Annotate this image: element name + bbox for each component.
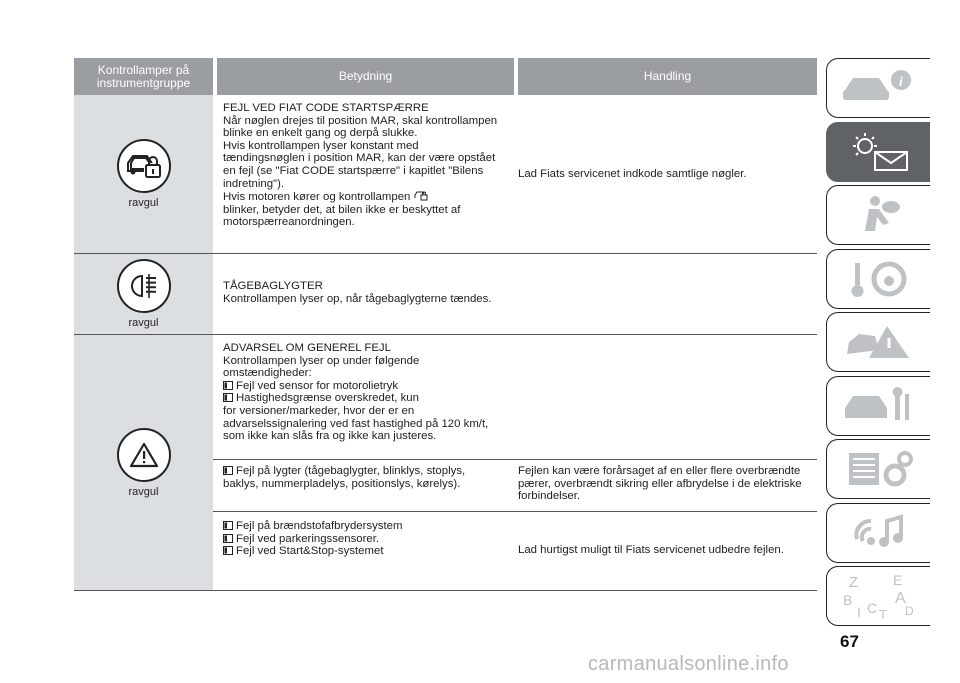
desc-line: motorspærreanordningen. xyxy=(223,216,355,229)
key-steering-wheel-icon[interactable] xyxy=(826,249,930,309)
warning-lights-table xyxy=(74,58,817,591)
desc-line: omstændigheder: xyxy=(223,367,312,380)
table-row xyxy=(74,335,817,591)
settings-list-icon[interactable] xyxy=(826,439,930,499)
bullet-icon xyxy=(223,521,233,530)
action-cell xyxy=(510,95,817,253)
multimedia-icon[interactable] xyxy=(826,503,930,563)
car-lock-icon xyxy=(117,139,171,193)
svg-text:I: I xyxy=(856,604,861,620)
desc-line: blinke en enkelt gang og derpå slukke. xyxy=(223,127,418,140)
table-row xyxy=(74,254,817,335)
desc-line: tændingsnøglen i position MAR, kan der være opstået xyxy=(223,152,496,165)
car-lock-small-icon xyxy=(414,191,428,203)
color-label: ravgul xyxy=(128,485,159,498)
action-line: Lad hurtigst muligt til Fiats servicenet udbedre fejlen. xyxy=(518,544,784,557)
desc-line: Fejl ved Start&Stop-systemet xyxy=(223,545,504,558)
warning-light-message-icon[interactable] xyxy=(826,122,930,182)
desc-title: ADVARSEL OM GENEREL FEJL xyxy=(223,342,391,354)
table-header xyxy=(74,58,817,95)
desc-line: Kontrollampen lyser op, når tågebaglygterne tændes. xyxy=(223,292,492,305)
description-cell xyxy=(213,254,510,334)
svg-text:i: i xyxy=(898,75,903,90)
desc-title: TÅGEBAGLYGTER xyxy=(223,280,323,292)
action-cell xyxy=(510,335,817,590)
desc-line: Fejl ved parkeringssensorer. xyxy=(223,533,504,546)
desc-general xyxy=(213,335,510,459)
action-cell xyxy=(510,254,817,334)
header-instrument-lamps: Kontrollamper på instrumentgruppe xyxy=(74,58,213,95)
car-info-icon[interactable] xyxy=(826,58,930,118)
svg-text:D: D xyxy=(904,604,914,618)
action-sub-systems xyxy=(510,511,817,589)
car-maintenance-icon[interactable] xyxy=(826,376,930,436)
bullet-icon xyxy=(223,381,233,390)
svg-text:E: E xyxy=(892,572,902,588)
page-number: 67 xyxy=(840,632,859,651)
desc-title: FEJL VED FIAT CODE STARTSPÆRRE xyxy=(223,102,429,114)
bullet-icon xyxy=(223,466,233,475)
airbag-seat-icon[interactable] xyxy=(826,185,930,245)
car-crash-warning-icon[interactable] xyxy=(826,312,930,372)
rear-fog-light-icon xyxy=(117,259,171,313)
action-line: pærer, overbrændt sikring eller afbrydelse i de elektriske xyxy=(518,477,802,490)
desc-line: blinker, betyder det, at bilen ikke er beskyttet af xyxy=(223,203,461,216)
desc-line: Hvis motoren kører og kontrollampen xyxy=(223,190,504,204)
desc-line: Kontrollampen lyser op under følgende xyxy=(223,354,420,367)
desc-line: indretning"). xyxy=(223,177,285,190)
desc-line: Fejl på brændstofafbrydersystem xyxy=(223,520,504,533)
chapter-tabs xyxy=(826,58,930,630)
icon-cell xyxy=(74,95,213,253)
desc-sub-systems xyxy=(213,511,510,589)
desc-line: advarselssignalering ved fast hastighed på 120 km/t, xyxy=(223,417,489,430)
svg-text:C: C xyxy=(866,600,877,616)
icon-cell xyxy=(74,335,213,590)
desc-line: Fejl ved sensor for motorolietryk xyxy=(223,380,504,393)
color-label: ravgul xyxy=(128,317,159,329)
desc-line: som ikke kan slås fra og ikke kan justeres. xyxy=(223,430,437,443)
action-sub-lights xyxy=(510,459,817,511)
desc-line: baklys, nummerpladelys, positionslys, kørelys). xyxy=(223,477,461,490)
desc-line: Hvis kontrollampen lyser konstant med xyxy=(223,139,419,152)
action-line: Fejlen kan være forårsaget af en eller flere overbrændte xyxy=(518,465,801,477)
table-row xyxy=(74,95,817,254)
icon-cell xyxy=(74,254,213,334)
header-action: Handling xyxy=(518,58,817,95)
action-line: forbindelser. xyxy=(518,490,581,503)
desc-line: for versioner/markeder, hvor der er en xyxy=(223,404,415,417)
watermark: carmanualsonline.info xyxy=(588,653,789,675)
bullet-icon xyxy=(223,393,233,402)
color-label: ravgul xyxy=(128,197,159,209)
svg-text:Z: Z xyxy=(848,574,858,591)
svg-text:T: T xyxy=(878,607,887,621)
index-letters-icon[interactable] xyxy=(826,566,930,626)
svg-text:B: B xyxy=(842,592,852,608)
desc-line: Når nøglen drejes til position MAR, skal kontrollampen xyxy=(223,114,498,127)
header-meaning: Betydning xyxy=(217,58,514,95)
bullet-icon xyxy=(223,534,233,543)
description-cell xyxy=(213,95,510,253)
description-cell xyxy=(213,335,510,590)
desc-line: Hastighedsgrænse overskredet, kun xyxy=(223,392,504,405)
bullet-icon xyxy=(223,546,233,555)
desc-sub-lights xyxy=(213,459,510,511)
desc-line: en fejl (se "Fiat CODE startspærre" i kapitlet "Bilens xyxy=(223,164,484,177)
action-text: Lad Fiats servicenet indkode samtlige nøgler. xyxy=(518,167,747,180)
svg-text:A: A xyxy=(894,590,906,607)
warning-triangle-icon xyxy=(117,428,171,482)
desc-line: Fejl på lygter (tågebaglygter, blinklys, stoplys, xyxy=(223,465,504,478)
